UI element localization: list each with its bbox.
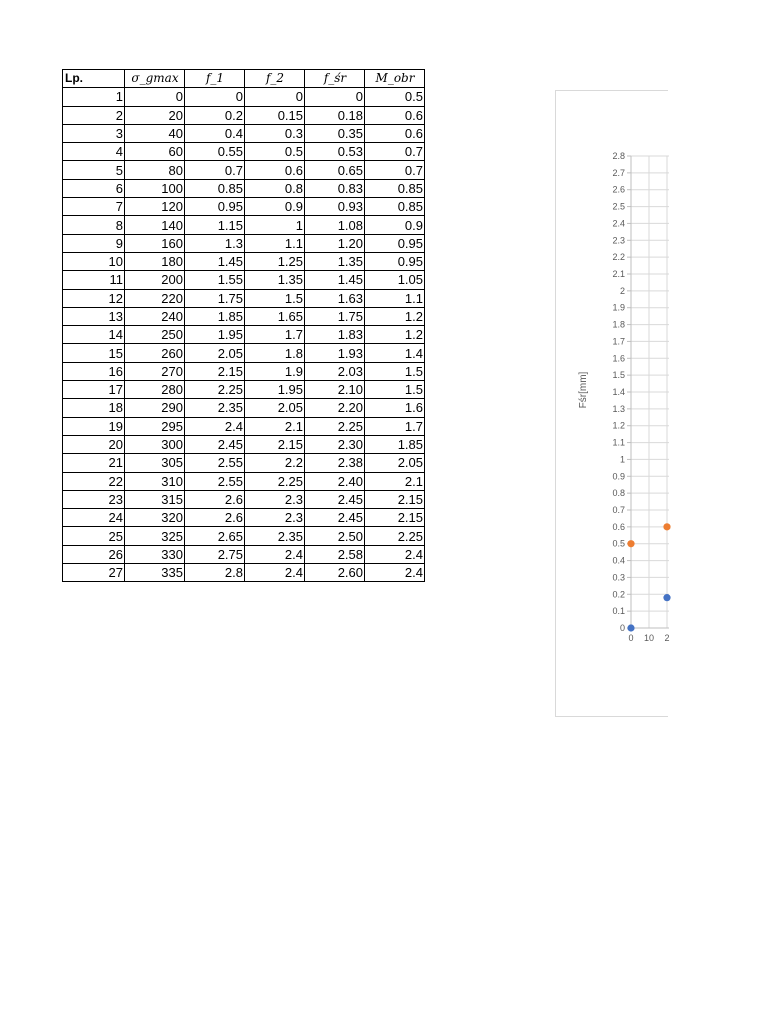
cell-f1: 1.45 [185,252,245,270]
cell-sigma-gmax: 220 [125,289,185,307]
table-row [63,472,425,490]
cell-sigma-gmax: 180 [125,252,185,270]
cell-f1: 1.3 [185,234,245,252]
cell-lp: 27 [63,564,125,582]
table-row [63,307,425,325]
data-point-series-1 [663,594,670,601]
cell-sigma-gmax: 320 [125,509,185,527]
y-tick-label: 1.5 [612,370,625,381]
cell-f1: 2.55 [185,454,245,472]
cell-m-obr: 1.6 [365,399,425,417]
cell-fsr: 1.45 [305,271,365,289]
cell-lp: 6 [63,179,125,197]
x-tick-label: 10 [643,633,655,643]
cell-fsr: 2.03 [305,362,365,380]
cell-f1: 2.4 [185,417,245,435]
cell-fsr: 1.63 [305,289,365,307]
cell-f2: 1.35 [245,271,305,289]
cell-f2: 2.2 [245,454,305,472]
cell-lp: 11 [63,271,125,289]
cell-sigma-gmax: 270 [125,362,185,380]
cell-m-obr: 0.85 [365,198,425,216]
header-f2: f_2 [245,70,305,88]
table-row [63,161,425,179]
y-tick-label: 0.5 [612,538,625,549]
cell-lp: 13 [63,307,125,325]
cell-fsr: 0.93 [305,198,365,216]
cell-lp: 2 [63,106,125,124]
cell-sigma-gmax: 325 [125,527,185,545]
cell-lp: 3 [63,124,125,142]
y-tick-label: 0.3 [612,572,625,583]
cell-lp: 22 [63,472,125,490]
cell-m-obr: 2.05 [365,454,425,472]
data-table [62,69,425,582]
cell-sigma-gmax: 315 [125,490,185,508]
y-tick-label: 1.9 [612,302,625,313]
cell-fsr: 2.58 [305,545,365,563]
cell-m-obr: 2.1 [365,472,425,490]
cell-f1: 1.75 [185,289,245,307]
table-row [63,435,425,453]
y-tick-label: 0.6 [612,521,625,532]
cell-m-obr: 0.5 [365,88,425,106]
cell-fsr: 2.45 [305,490,365,508]
y-tick-label: 1.2 [612,420,625,431]
cell-fsr: 0.53 [305,143,365,161]
cell-f1: 0.7 [185,161,245,179]
cell-f2: 1.95 [245,381,305,399]
cell-f2: 0.6 [245,161,305,179]
y-tick-label: 2 [619,285,625,296]
cell-fsr: 1.93 [305,344,365,362]
cell-fsr: 0.35 [305,124,365,142]
cell-f1: 0.95 [185,198,245,216]
cell-lp: 18 [63,399,125,417]
data-point-series-2 [663,523,670,530]
table-row [63,417,425,435]
cell-sigma-gmax: 240 [125,307,185,325]
cell-sigma-gmax: 250 [125,326,185,344]
cell-f1: 2.65 [185,527,245,545]
cell-f2: 2.4 [245,545,305,563]
cell-f2: 0.3 [245,124,305,142]
cell-f2: 1.9 [245,362,305,380]
cell-sigma-gmax: 305 [125,454,185,472]
cell-m-obr: 0.6 [365,106,425,124]
cell-f1: 2.45 [185,435,245,453]
cell-f2: 0.8 [245,179,305,197]
cell-f2: 2.25 [245,472,305,490]
data-point-series-1 [627,624,634,631]
cell-f2: 2.35 [245,527,305,545]
header-sigma-gmax: σ_gmax [125,70,185,88]
cell-f1: 0.85 [185,179,245,197]
table-row [63,271,425,289]
cell-f2: 2.3 [245,509,305,527]
y-tick-label: 1.7 [612,336,625,347]
cell-f1: 2.55 [185,472,245,490]
scatter-chart [556,91,669,718]
y-tick-label: 1 [619,454,625,465]
cell-f1: 1.95 [185,326,245,344]
table-row [63,179,425,197]
cell-f2: 1.7 [245,326,305,344]
cell-sigma-gmax: 100 [125,179,185,197]
cell-f1: 2.6 [185,490,245,508]
cell-sigma-gmax: 80 [125,161,185,179]
cell-sigma-gmax: 20 [125,106,185,124]
table-row [63,381,425,399]
cell-f1: 2.05 [185,344,245,362]
y-tick-label: 0 [619,623,625,633]
cell-sigma-gmax: 295 [125,417,185,435]
cell-fsr: 0.83 [305,179,365,197]
table-row [63,564,425,582]
cell-f1: 2.15 [185,362,245,380]
y-tick-label: 2.1 [612,269,625,279]
cell-f1: 2.25 [185,381,245,399]
cell-sigma-gmax: 200 [125,271,185,289]
cell-fsr: 1.20 [305,234,365,252]
cell-fsr: 2.10 [305,381,365,399]
cell-fsr: 2.30 [305,435,365,453]
x-tick-label: 2 [664,633,670,643]
cell-sigma-gmax: 335 [125,564,185,582]
cell-lp: 26 [63,545,125,563]
cell-lp: 16 [63,362,125,380]
cell-fsr: 1.35 [305,252,365,270]
header-f1: f_1 [185,70,245,88]
cell-lp: 5 [63,161,125,179]
cell-sigma-gmax: 0 [125,88,185,106]
cell-m-obr: 1.1 [365,289,425,307]
cell-f2: 2.15 [245,435,305,453]
cell-f2: 2.1 [245,417,305,435]
y-tick-label: 0.1 [612,606,625,617]
cell-m-obr: 2.15 [365,509,425,527]
table-row [63,399,425,417]
cell-lp: 24 [63,509,125,527]
cell-m-obr: 0.95 [365,234,425,252]
y-tick-label: 0.7 [612,505,625,515]
cell-fsr: 0 [305,88,365,106]
cell-f2: 1.5 [245,289,305,307]
x-tick-label: 0 [628,633,634,643]
y-tick-label: 1.6 [612,353,625,364]
cell-m-obr: 0.7 [365,143,425,161]
y-tick-label: 0.8 [612,488,625,499]
cell-f1: 2.75 [185,545,245,563]
y-tick-label: 1.3 [612,403,625,414]
cell-fsr: 0.65 [305,161,365,179]
table-row [63,509,425,527]
chart-panel[interactable] [555,90,668,717]
cell-m-obr: 1.05 [365,271,425,289]
table-row [63,545,425,563]
cell-sigma-gmax: 120 [125,198,185,216]
cell-m-obr: 1.85 [365,435,425,453]
cell-f1: 2.35 [185,399,245,417]
cell-m-obr: 0.6 [365,124,425,142]
cell-f1: 2.6 [185,509,245,527]
cell-f1: 1.85 [185,307,245,325]
cell-lp: 12 [63,289,125,307]
y-tick-label: 0.4 [612,555,625,566]
cell-m-obr: 1.5 [365,381,425,399]
cell-m-obr: 2.4 [365,545,425,563]
cell-fsr: 2.45 [305,509,365,527]
cell-lp: 20 [63,435,125,453]
cell-lp: 23 [63,490,125,508]
cell-lp: 14 [63,326,125,344]
data-point-series-2 [627,540,634,547]
cell-f1: 0.4 [185,124,245,142]
cell-sigma-gmax: 290 [125,399,185,417]
cell-f2: 1.8 [245,344,305,362]
table-row [63,289,425,307]
cell-fsr: 2.38 [305,454,365,472]
table-row [63,362,425,380]
header-fsr: f_śr [305,70,365,88]
table-row [63,454,425,472]
table-row [63,326,425,344]
cell-lp: 9 [63,234,125,252]
cell-f1: 1.55 [185,271,245,289]
cell-m-obr: 1.5 [365,362,425,380]
cell-f2: 2.3 [245,490,305,508]
y-tick-label: 2.3 [612,235,625,246]
cell-fsr: 2.50 [305,527,365,545]
cell-f2: 0.5 [245,143,305,161]
y-tick-label: 2.4 [612,218,625,229]
cell-m-obr: 0.7 [365,161,425,179]
cell-m-obr: 1.4 [365,344,425,362]
cell-sigma-gmax: 60 [125,143,185,161]
cell-lp: 10 [63,252,125,270]
y-tick-label: 2.6 [612,184,625,195]
y-tick-label: 0.9 [612,471,625,482]
cell-sigma-gmax: 310 [125,472,185,490]
cell-f2: 2.4 [245,564,305,582]
table-row [63,490,425,508]
cell-m-obr: 0.9 [365,216,425,234]
cell-f1: 2.8 [185,564,245,582]
y-tick-label: 2.2 [612,252,625,263]
header-m-obr: M_obr [365,70,425,88]
table-row [63,143,425,161]
cell-fsr: 1.75 [305,307,365,325]
cell-lp: 8 [63,216,125,234]
table-row [63,198,425,216]
cell-sigma-gmax: 160 [125,234,185,252]
cell-m-obr: 1.2 [365,307,425,325]
cell-m-obr: 2.25 [365,527,425,545]
cell-sigma-gmax: 140 [125,216,185,234]
cell-lp: 25 [63,527,125,545]
cell-fsr: 1.08 [305,216,365,234]
cell-fsr: 2.60 [305,564,365,582]
cell-f1: 0 [185,88,245,106]
cell-f2: 0.15 [245,106,305,124]
cell-fsr: 0.18 [305,106,365,124]
cell-lp: 7 [63,198,125,216]
cell-f1: 0.55 [185,143,245,161]
cell-f2: 1.25 [245,252,305,270]
table-row [63,527,425,545]
table-row [63,106,425,124]
cell-m-obr: 2.15 [365,490,425,508]
y-tick-label: 1.4 [612,387,625,397]
cell-m-obr: 1.7 [365,417,425,435]
y-tick-label: 2.5 [612,201,625,212]
cell-sigma-gmax: 40 [125,124,185,142]
cell-lp: 4 [63,143,125,161]
table-row [63,344,425,362]
y-tick-label: 1.8 [612,319,625,330]
cell-m-obr: 1.2 [365,326,425,344]
cell-sigma-gmax: 280 [125,381,185,399]
y-tick-label: 2.8 [612,151,625,161]
table-row [63,216,425,234]
table-row [63,252,425,270]
cell-f2: 2.05 [245,399,305,417]
y-tick-label: 1.1 [612,437,625,448]
cell-f2: 1.1 [245,234,305,252]
cell-f2: 1 [245,216,305,234]
cell-lp: 1 [63,88,125,106]
y-axis-title: Fśr[mm] [578,371,589,409]
cell-sigma-gmax: 300 [125,435,185,453]
table-header-row [63,70,425,88]
cell-fsr: 1.83 [305,326,365,344]
cell-lp: 17 [63,381,125,399]
table-row [63,88,425,106]
table-row [63,234,425,252]
y-tick-label: 0.2 [612,589,625,600]
cell-lp: 21 [63,454,125,472]
cell-m-obr: 0.95 [365,252,425,270]
header-lp: Lp. [63,70,125,88]
cell-lp: 15 [63,344,125,362]
cell-m-obr: 0.85 [365,179,425,197]
cell-f2: 0 [245,88,305,106]
cell-fsr: 2.25 [305,417,365,435]
cell-f2: 1.65 [245,307,305,325]
table-row [63,124,425,142]
y-tick-label: 2.7 [612,167,625,178]
cell-f2: 0.9 [245,198,305,216]
cell-f1: 0.2 [185,106,245,124]
cell-fsr: 2.20 [305,399,365,417]
cell-lp: 19 [63,417,125,435]
cell-sigma-gmax: 260 [125,344,185,362]
cell-fsr: 2.40 [305,472,365,490]
cell-f1: 1.15 [185,216,245,234]
cell-m-obr: 2.4 [365,564,425,582]
cell-sigma-gmax: 330 [125,545,185,563]
